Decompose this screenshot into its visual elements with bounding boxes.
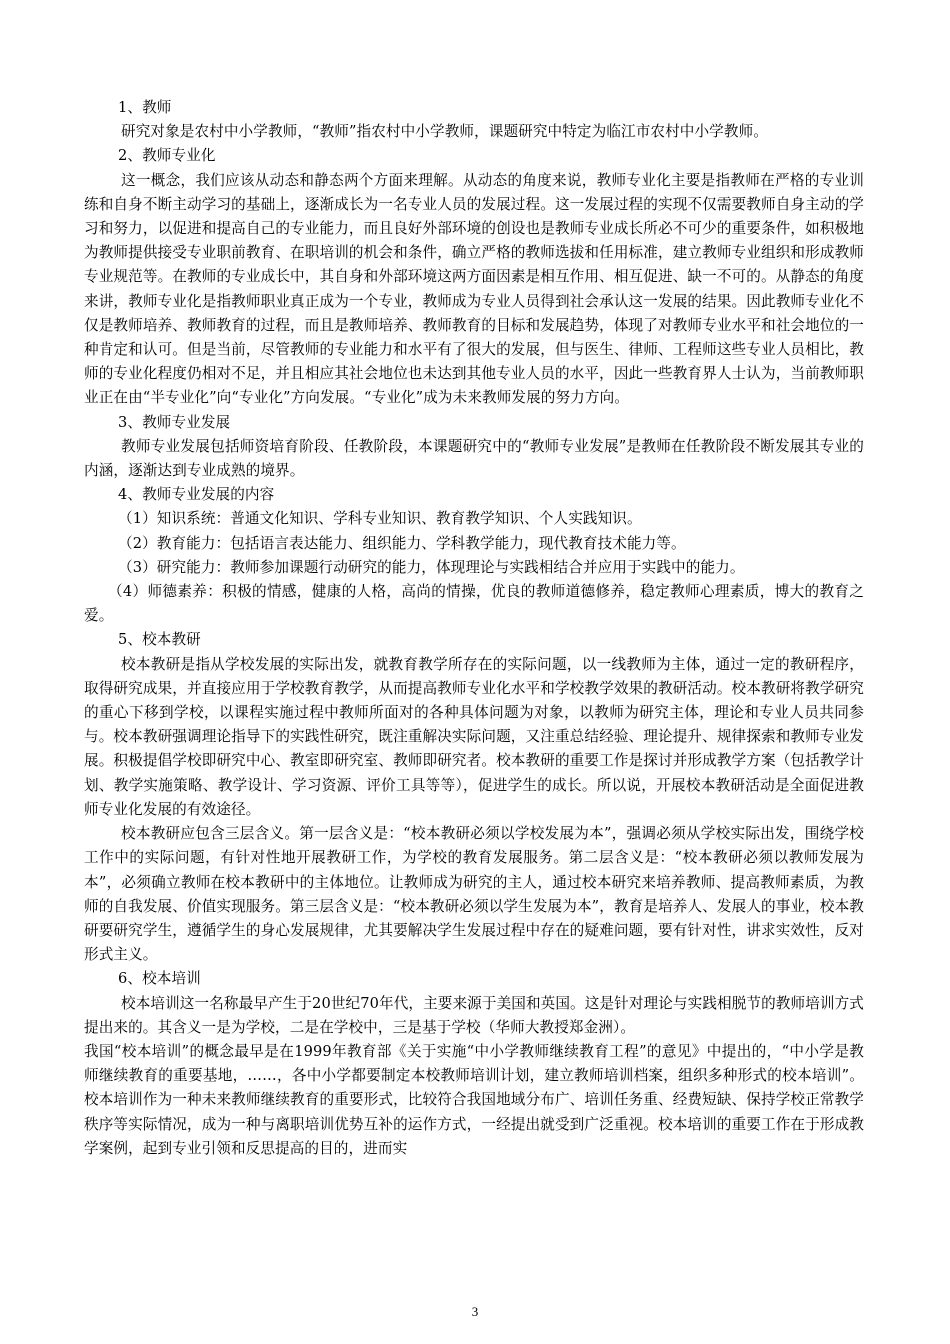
page-number: 3 <box>471 1304 479 1319</box>
body-paragraph: 研究对象是农村中小学教师，“教师”指农村中小学教师，课题研究中特定为临江市农村中小学教师。 <box>121 123 768 141</box>
body-paragraph: 校本培训这一名称最早产生于20世纪70年代，主要来源于美国和英国。这是针对理论与实践相脱节的教师培训方式提出来的。其含义一是为学校，二是在学校中，三是基于学校（华师大教授郑金洲）。 <box>84 994 864 1036</box>
section-heading: 4、教师专业发展的内容 <box>118 486 275 504</box>
body-paragraph: 教师专业发展包括师资培育阶段、任教阶段，本课题研究中的“教师专业发展”是教师在任教阶段不断发展其专业的内涵，逐渐达到专业成熟的境界。 <box>84 437 864 480</box>
list-item: （2）教育能力：包括语言表达能力、组织能力、学科教学能力，现代教育技术能力等。 <box>118 534 686 552</box>
body-paragraph: 校本教研是指从学校发展的实际出发，就教育教学所存在的实际问题，以一线教师为主体，通过一定的教研程序，取得研究成果，并直接应用于学校教育教学，从而提高教师专业化水平和学校教学效果的教研活动。校本教研将教学研究的重心下移到学校，以课程实施过程中教师所面对的各种具体问题为对象，以教师为研究主体，理论和专业人员共同参与。校本教研强调理论指导下的实践性研究，既注重解决实际问题，又注重总结经验、理论提升、规律探索和教师专业发展。积极提倡学校即研究中心、教室即研究室、教师即研究者。校本教研的重要工作是探讨并形成教学方案（包括教学计划、教学实施策略、教学设计、学习资源、评价工具等等），促进学生的成长。所以说，开展校本教研活动是全面促进教师专业化发展的有效途径。 <box>84 655 864 818</box>
section-heading: 2、教师专业化 <box>118 147 216 165</box>
body-paragraph: 这一概念，我们应该从动态和静态两个方面来理解。从动态的角度来说，教师专业化主要是指教师在严格的专业训练和自身不断主动学习的基础上，逐渐成长为一名专业人员的发展过程。这一发展过程的实现不仅需要教师自身主动的学习和努力，以促进和提高自己的专业能力，而且良好外部环境的创设也是教师专业成长所必不可少的重要条件，如积极地为教师提供接受专业职前教育、在职培训的机会和条件，确立严格的教师选拔和任用标准，建立教师专业组织和形成教师专业规范等。在教师的专业成长中，其自身和外部环境这两方面因素是相互作用、相互促进、缺一不可的。从静态的角度来讲，教师专业化是指教师职业真正成为一个专业，教师成为专业人员得到社会承认这一发展的结果。因此教师专业化不仅是教师培养、教师教育的过程，而且是教师培养、教师教育的目标和发展趋势，体现了对教师专业水平和社会地位的一种肯定和认可。但是当前，尽管教师的专业能力和水平有了很大的发展，但与医生、律师、工程师这些专业人员相比，教师的专业化程度仍相对不足，并且相应其社会地位也未达到其他专业人员的水平，因此一些教育界人士认为，当前教师职业正在由“半专业化”向“专业化”方向发展。“专业化”成为未来教师发展的努力方向。 <box>84 171 864 407</box>
body-paragraph: 校本教研应包含三层含义。第一层含义是：“校本教研必须以学校发展为本”，强调必须从学校实际出发，围绕学校工作中的实际问题，有针对性地开展教研工作，为学校的教育发展服务。第二层含义是：“校本教研必须以教师发展为本”，必须确立教师在校本教研中的主体地位。让教师成为研究的主人，通过校本研究来培养教师、提高教师素质，为教师的自我发展、价值实现服务。第三层含义是：“校本教研必须以学生发展为本”，教育是培养人、发展人的事业，校本教研要研究学生，遵循学生的身心发展规律，尤其要解决学生发展过程中存在的疑难问题，要有针对性，讲求实效性，反对形式主义。 <box>84 825 864 964</box>
section-heading: 6、校本培训 <box>118 970 201 988</box>
section-heading: 1、教师 <box>118 99 172 116</box>
list-item: （4）师德素养：积极的情感，健康的人格，高尚的情操，优良的教师道德修养，稳定教师心理素质，博大的教育之爱。 <box>84 583 864 625</box>
document-body <box>84 96 864 1161</box>
body-paragraph: 我国“校本培训”的概念最早是在1999年教育部《关于实施“中小学教师继续教育工程”的意见》中提出的，“中小学是教师继续教育的重要基地，……，各中小学都要制定本校教师培训计划，建立教师培训档案，组织多种形式的校本培训”。校本培训作为一种未来教师继续教育的重要形式，比较符合我国地域分布广、培训任务重、经费短缺、保持学校正常教学秩序等实际情况，成为一种与离职培训优势互补的运作方式，一经提出就受到广泛重视。校本培训的重要工作在于形成教学案例，起到专业引领和反思提高的目的，进而实 <box>84 1042 864 1157</box>
list-item: （1）知识系统：普通文化知识、学科专业知识、教育教学知识、个人实践知识。 <box>118 510 642 528</box>
section-heading: 3、教师专业发展 <box>118 413 231 431</box>
list-item: （3）研究能力：教师参加课题行动研究的能力，体现理论与实践相结合并应用于实践中的能力。 <box>118 558 745 576</box>
section-heading: 5、校本教研 <box>118 631 201 649</box>
